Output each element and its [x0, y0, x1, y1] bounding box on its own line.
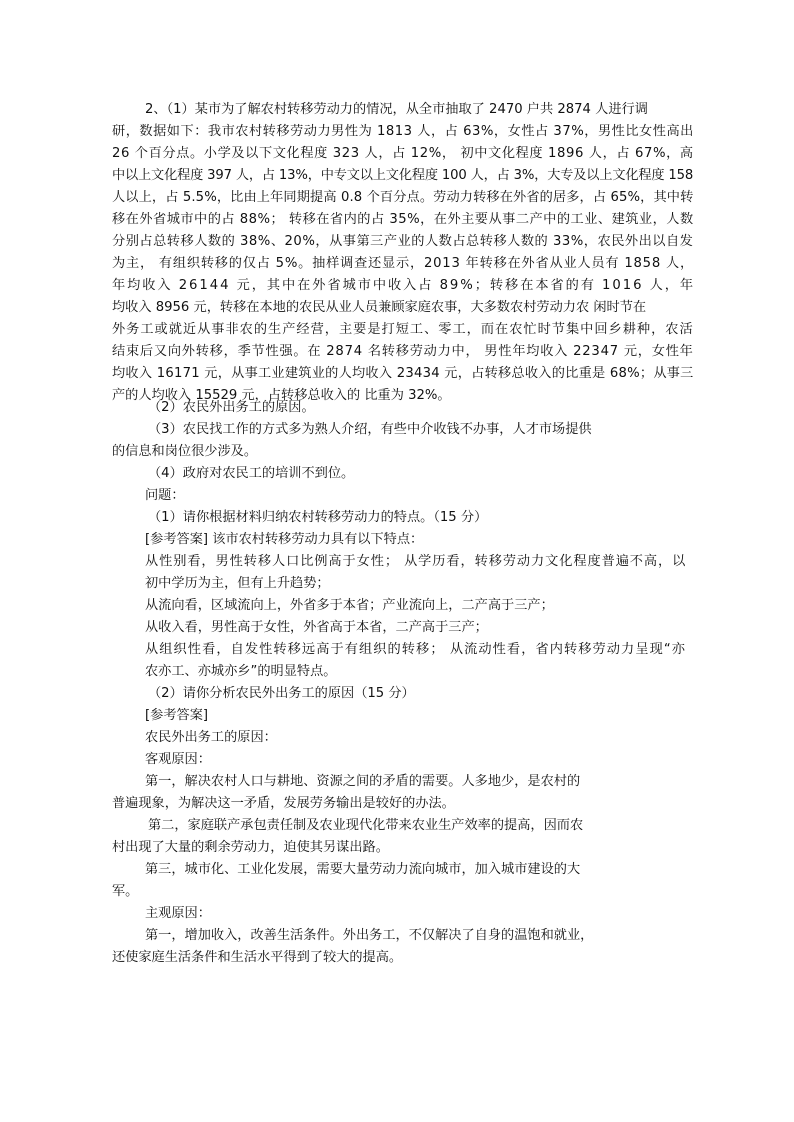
- text-line-11: 外务工或就近从事非农的生产经营，主要是打短工、零工，而在农忙时节集中回乡耕种，农活: [112, 322, 694, 337]
- text-line-23: 初中学历为主，但有上升趋势；: [145, 576, 330, 591]
- text-line-30: 农民外出务工的原因：: [145, 730, 277, 745]
- text-line-36: 第三，城市化、工业化发展，需要大量劳动力流向城市，加入城市建设的大: [145, 862, 581, 877]
- text-line-27: 农亦工、亦城亦乡”的明显特点。: [145, 664, 337, 679]
- text-line-6: 移在外省城市中的占 88%； 转移在省内的占 35%，在外主要从事二产中的工业、建筑业，人数: [112, 212, 694, 227]
- text-line-22: 从性别看，男性转移人口比例高于女性； 从学历看，转移劳动力文化程度普遍不高，以: [145, 554, 687, 569]
- text-line-21: [参考答案] 该市农村转移劳动力具有以下特点：: [145, 532, 424, 547]
- text-line-32: 第一，解决农村人口与耕地、资源之间的矛盾的需要。人多地少，是农村的: [145, 774, 581, 789]
- text-line-29: [参考答案]: [145, 708, 209, 723]
- text-line-18: （4）政府对农民工的培训不到位。: [148, 466, 355, 481]
- text-line-4: 中以上文化程度 397 人，占 13%，中专文以上文化程度 100 人，占 3%，大专及以上文化程度 158: [112, 168, 694, 183]
- text-line-25: 从收入看，男性高于女性，外省高于本省，二产高于三产；: [145, 620, 488, 635]
- text-line-9: 年均收入 26144 元，其中在外省城市中收入占 89%；转移在本省的有 1016 人，年: [112, 278, 696, 293]
- text-line-28: （2）请你分析农民外出务工的原因（15 分）: [148, 686, 415, 701]
- text-line-12: 结束后又向外转移，季节性强。在 2874 名转移劳动力中， 男性年均收入 22347 元，女性年: [112, 344, 694, 359]
- text-line-10: 均收入 8956 元，转移在本地的农民从业人员兼顾家庭农事，大多数农村劳动力农 闲时节在: [112, 300, 647, 315]
- text-line-39: 第一，增加收入，改善生活条件。外出务工，不仅解决了自身的温饱和就业，: [145, 928, 594, 943]
- text-line-19: 问题：: [145, 488, 185, 503]
- text-line-40: 还使家庭生活条件和生活水平得到了较大的提高。: [112, 950, 403, 965]
- text-line-5: 人以上，占 5.5%，比由上年同期提高 0.8 个百分点。劳动力转移在外省的居多，占 65%，其中转: [112, 190, 694, 205]
- text-line-3: 26 个百分点。小学及以下文化程度 323 人，占 12%， 初中文化程度 1896 人，占 67%，高: [112, 146, 694, 161]
- text-line-15: （2）农民外出务工的原因。: [148, 400, 315, 415]
- text-line-7: 分别占总转移人数的 38%、20%，从事第三产业的人数占总转移人数的 33%，农民外出以自发: [112, 234, 694, 249]
- text-line-37: 军。: [112, 884, 139, 899]
- text-line-20: （1）请你根据材料归纳农村转移劳动力的特点。（15 分）: [148, 510, 488, 525]
- text-line-14: 产的人均收入 15529 元，占转移总收入的 比重为 32%。: [112, 388, 451, 403]
- text-line-2: 研，数据如下：我市农村转移劳动力男性为 1813 人，占 63%，女性占 37%，男性比女性高出: [112, 124, 694, 139]
- text-line-26: 从组织性看，自发性转移远高于有组织的转移； 从流动性看，省内转移劳动力呈现“亦: [145, 642, 687, 657]
- text-line-16: （3）农民找工作的方式多为熟人介绍，有些中介收钱不办事，人才市场提供: [148, 422, 592, 437]
- text-line-1: 2、（1）某市为了解农村转移劳动力的情况，从全市抽取了 2470 户共 2874 人进行调: [145, 102, 648, 117]
- text-line-33: 普遍现象，为解决这一矛盾，发展劳务输出是较好的办法。: [112, 796, 455, 811]
- text-line-35: 村出现了大量的剩余劳动力，迫使其另谋出路。: [112, 840, 389, 855]
- text-line-17: 的信息和岗位很少涉及。: [112, 444, 258, 459]
- text-line-8: 为主， 有组织转移的仅占 5%。抽样调查还显示，2013 年转移在外省从业人员有 1858 人，: [112, 256, 694, 271]
- text-line-31: 客观原因：: [145, 752, 211, 767]
- text-line-38: 主观原因：: [145, 906, 211, 921]
- text-line-34: 第二，家庭联产承包责任制及农业现代化带来农业生产效率的提高，因而农: [148, 818, 584, 833]
- text-line-24: 从流向看，区域流向上，外省多于本省；产业流向上，二产高于三产；: [145, 598, 554, 613]
- text-line-13: 均收入 16171 元，从事工业建筑业的人均收入 23434 元，占转移总收入的比重是 68%；从事三: [112, 366, 694, 381]
